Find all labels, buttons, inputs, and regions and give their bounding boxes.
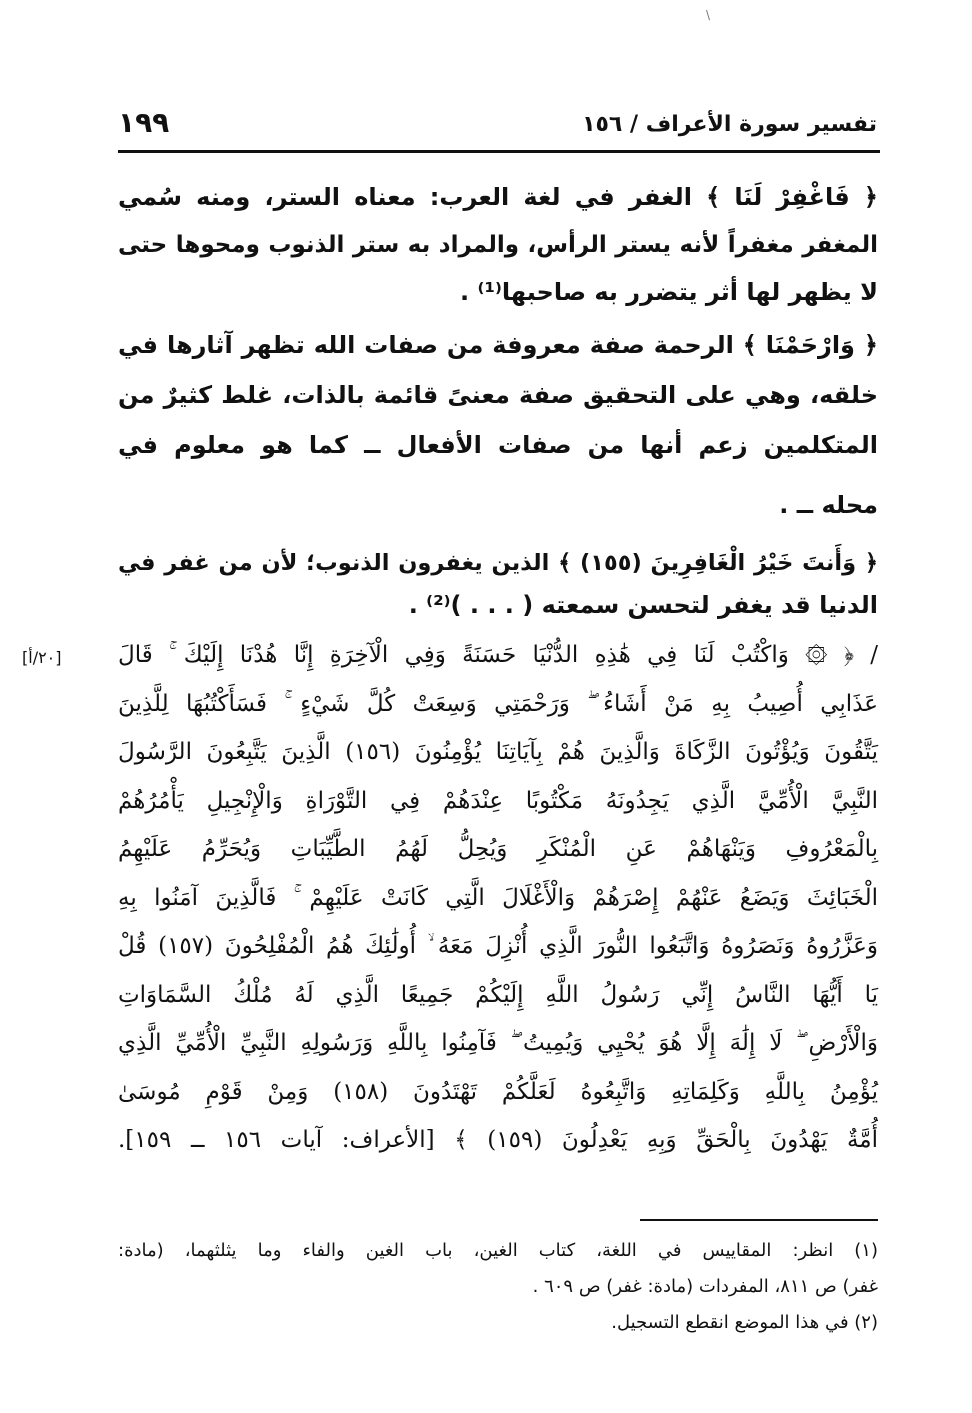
quran-line: النَّبِيَّ الْأُمِّيَّ الَّذِي يَجِدُونَهُ مَكْتُوبًا عِنْدَهُمْ فِي التَّوْرَاةِ وَالْإِنْجِيلِ يَأْمُرُهُمْ (118, 787, 878, 814)
body-line: المغفر مغفراً لأنه يستر الرأس، والمراد به ستر الذنوب ومحوها حتى (118, 232, 878, 258)
scan-mark: \ (706, 8, 711, 22)
footnote-rule (640, 1219, 878, 1221)
body-line: ﴿ وَأَنتَ خَيْرُ الْغَافِرِينَ (١٥٥) ﴾ الذين يغفرون الذنوب؛ لأن من غفر في (118, 550, 879, 576)
body-line: خلقه، وهي على التحقيق صفة معنىً قائمة بالذات، غلط كثيرٌ من (118, 381, 878, 409)
quran-line: بِالْمَعْرُوفِ وَيَنْهَاهُمْ عَنِ الْمُنْكَرِ وَيُحِلُّ لَهُمُ الطَّيِّبَاتِ وَيُحَرِّمُ عَلَيْهِمُ (118, 836, 878, 862)
body-line: الدنيا قد يغفر لتحسن سمعته ( . . . )⁽²⁾ . (408, 591, 878, 619)
quran-line: يَا أَيُّهَا النَّاسُ إِنِّي رَسُولُ اللَّهِ إِلَيْكُمْ جَمِيعًا الَّذِي لَهُ مُلْكُ السَّمَاوَاتِ (118, 981, 878, 1008)
footnote: (٢) في هذا الموضع انقطع التسجيل. (611, 1312, 878, 1333)
footnote: (١) انظر: المقاييس في اللغة، كتاب الغين، باب الغين والفاء وما يثلثهما، (مادة: (118, 1240, 878, 1261)
page-number: ١٩٩ (118, 106, 170, 139)
margin-note: [٢٠/أ] (22, 648, 62, 667)
body-line: ﴿ فَاغْفِرْ لَنَا ﴾ الغفر في لغة العرب: معناه الستر، ومنه سُمي (118, 183, 878, 211)
running-header-title: تفسير سورة الأعراف / ١٥٦ (582, 112, 877, 137)
body-line: ﴿ وَارْحَمْنَا ﴾ الرحمة صفة معروفة من صفات الله تظهر آثارها في (118, 331, 878, 359)
body-line: المتكلمين زعم أنها من صفات الأفعال ــ كما هو معلوم في (118, 431, 878, 459)
body-line: لا يظهر لها أثر يتضرر به صاحبها⁽¹⁾ . (460, 278, 878, 306)
quran-line: وَالْأَرْضِ ۖ لَا إِلَٰهَ إِلَّا هُوَ يُحْيِي وَيُمِيتُ ۖ فَآمِنُوا بِاللَّهِ وَرَسُولِهِ النَّبِيِّ الْأُمِّيِّ الَّذِي (118, 1030, 878, 1056)
quran-line: يُؤْمِنُ بِاللَّهِ وَكَلِمَاتِهِ وَاتَّبِعُوهُ لَعَلَّكُمْ تَهْتَدُونَ (١٥٨) وَمِنْ قَوْمِ مُوسَىٰ (118, 1078, 878, 1105)
header-rule (118, 150, 880, 153)
quran-line: وَعَزَّرُوهُ وَنَصَرُوهُ وَاتَّبَعُوا النُّورَ الَّذِي أُنْزِلَ مَعَهُ ۙ أُولَٰئِكَ هُمُ الْمُفْلِحُونَ (١٥٧) قُلْ (118, 933, 878, 959)
body-line: محله ــ . (779, 491, 878, 519)
quran-line: / ﴿ ۞ وَاكْتُبْ لَنَا فِي هَٰذِهِ الدُّنْيَا حَسَنَةً وَفِي الْآخِرَةِ إِنَّا هُدْنَا إِلَيْكَ ۚ قَالَ (118, 642, 878, 668)
footnote: غفر) ص ٨١١، المفردات (مادة: غفر) ص ٦٠٩ . (532, 1276, 878, 1297)
quran-line: الْخَبَائِثَ وَيَضَعُ عَنْهُمْ إِصْرَهُمْ وَالْأَغْلَالَ الَّتِي كَانَتْ عَلَيْهِمْ ۚ فَالَّذِينَ آمَنُوا بِهِ (118, 884, 878, 911)
quran-line: أُمَّةٌ يَهْدُونَ بِالْحَقِّ وَبِهِ يَعْدِلُونَ (١٥٩) ﴾ [الأعراف: آيات ١٥٦ ــ ١٥٩]. (118, 1127, 878, 1153)
quran-line: عَذَابِي أُصِيبُ بِهِ مَنْ أَشَاءُ ۖ وَرَحْمَتِي وَسِعَتْ كُلَّ شَيْءٍ ۚ فَسَأَكْتُبُهَا لِلَّذِينَ (118, 690, 878, 717)
quran-line: يَتَّقُونَ وَيُؤْتُونَ الزَّكَاةَ وَالَّذِينَ هُمْ بِآيَاتِنَا يُؤْمِنُونَ (١٥٦) الَّذِينَ يَتَّبِعُونَ الرَّسُولَ (118, 739, 879, 765)
